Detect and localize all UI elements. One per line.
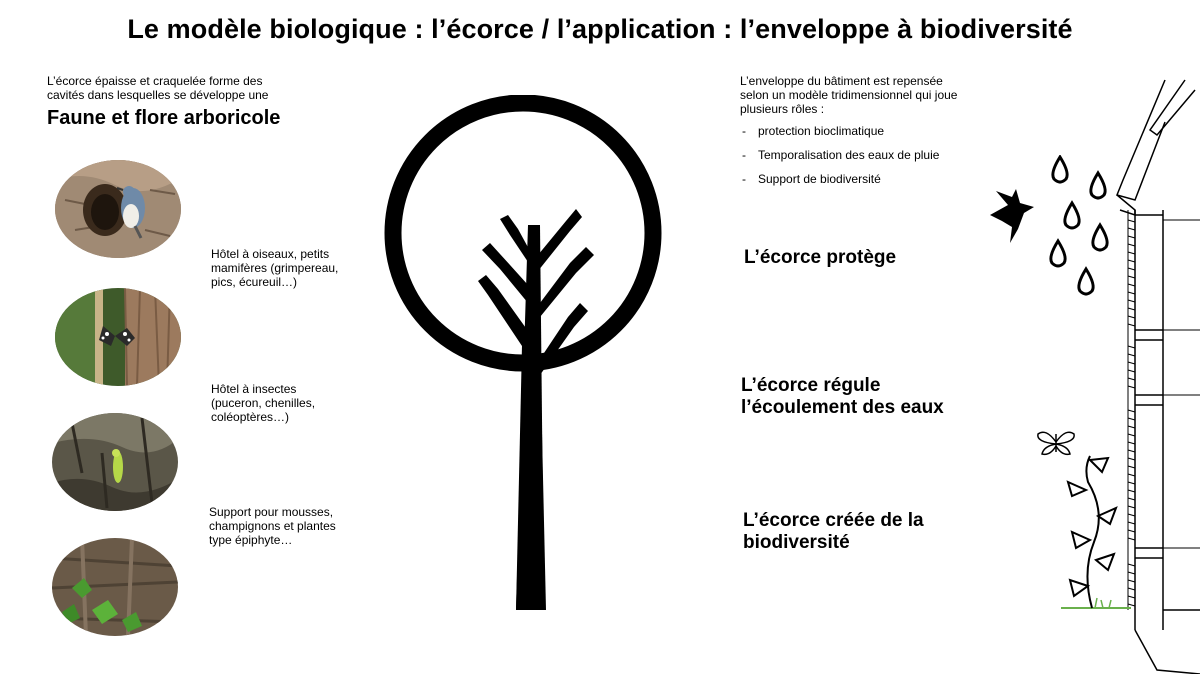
- right-intro-line: selon un modèle tridimensionnel qui joue: [740, 88, 958, 102]
- roles-list: [742, 124, 939, 196]
- heading-line: biodiversité: [743, 532, 850, 553]
- caption-line: type épiphyte…: [209, 533, 293, 547]
- caption-line: Hôtel à oiseaux, petits: [211, 247, 330, 261]
- left-intro-line: cavités dans lesquelles se développe une: [47, 88, 269, 102]
- caption-line: (puceron, chenilles,: [211, 396, 316, 410]
- left-heading: Faune et flore arboricole: [47, 107, 281, 129]
- ivy-photo-icon: [52, 538, 178, 636]
- caption-line: Support pour mousses,: [209, 505, 334, 519]
- heading-line: L’écorce régule: [741, 375, 881, 396]
- heading-line: l’écoulement des eaux: [741, 397, 944, 418]
- caption-insects: [211, 382, 315, 424]
- caterpillar-photo-icon: [52, 413, 178, 511]
- caption-birds: [211, 247, 338, 289]
- left-intro: [47, 74, 268, 102]
- climbing-plant-icon: [1060, 452, 1120, 610]
- page-title: Le modèle biologique : l’écorce / l’application : l’enveloppe à biodiversité: [127, 14, 1073, 44]
- butterfly-photo-icon: [55, 288, 181, 386]
- caption-line: champignons et plantes: [209, 519, 336, 533]
- heading-line: L’écorce protège: [744, 247, 897, 268]
- heading-regule: [741, 375, 944, 419]
- caption-line: Hôtel à insectes: [211, 382, 297, 396]
- role-item: - protection bioclimatique: [742, 124, 885, 138]
- role-item: - Support de biodiversité: [742, 172, 881, 186]
- bird-icon: [988, 187, 1038, 247]
- raindrop-icon: [1048, 155, 1118, 300]
- caption-line: pics, écureuil…): [211, 275, 298, 289]
- left-intro-line: L’écorce épaisse et craquelée forme des: [47, 74, 263, 88]
- heading-line: L’écorce créée de la: [743, 510, 924, 531]
- role-item: - Temporalisation des eaux de pluie: [742, 148, 940, 162]
- heading-biodiversite: [743, 510, 924, 554]
- tree-icon: [370, 95, 710, 615]
- heading-protege: [744, 247, 896, 269]
- right-intro-line: plusieurs rôles :: [740, 102, 825, 116]
- caption-line: mamifères (grimpereau,: [211, 261, 339, 275]
- right-intro-line: L’enveloppe du bâtiment est repensée: [740, 74, 943, 88]
- right-intro: [740, 74, 957, 116]
- nuthatch-photo-icon: [55, 160, 181, 258]
- caption-mosses: [209, 505, 336, 547]
- caption-line: coléoptères…): [211, 410, 290, 424]
